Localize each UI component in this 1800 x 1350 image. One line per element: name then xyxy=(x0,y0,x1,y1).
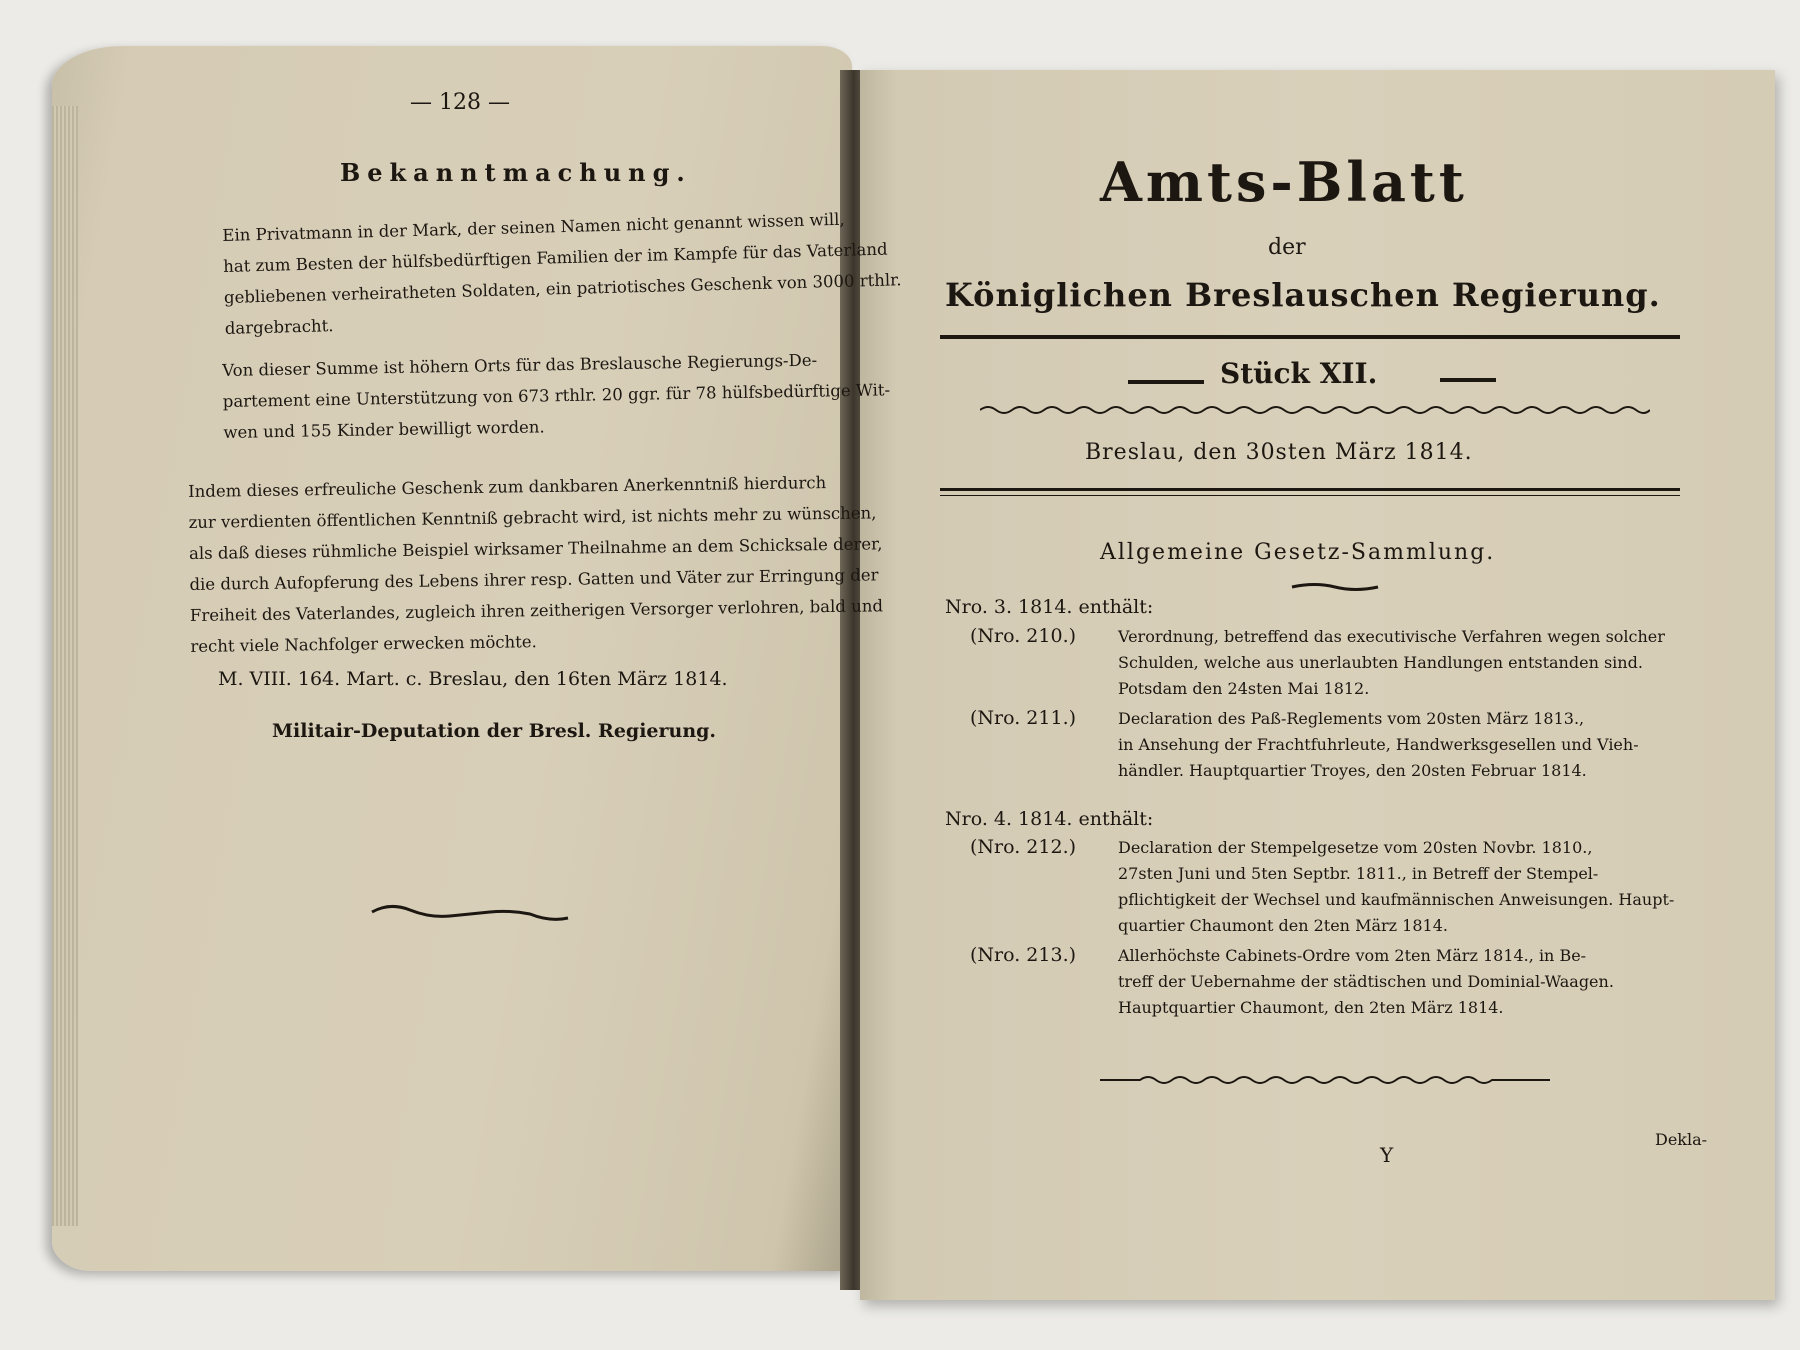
section-flourish xyxy=(1290,580,1380,594)
notice-heading: Bekanntmachung. xyxy=(340,158,692,187)
text-line: die durch Aufopferung des Lebens ihrer resp. Gatten und Väter zur Erringung der xyxy=(189,565,879,594)
text-line: 27sten Juni und 5ten Septbr. 1811., in Betreff der Stempel- xyxy=(1118,864,1599,883)
text-line: hat zum Besten der hülfsbedürftigen Familien der im Kampfe für das Vaterland xyxy=(222,239,888,276)
flourish-ornament xyxy=(370,900,570,930)
text-line: partement eine Unterstützung von 673 rthlr. 20 ggr. für 78 hülfsbedürftige Wit- xyxy=(222,380,891,411)
text-line: Hauptquartier Chaumont, den 2ten März 1814. xyxy=(1118,998,1504,1017)
page-number: — 128 — xyxy=(410,90,510,115)
text-line: Von dieser Summe ist höhern Orts für das Breslausche Regierungs-De- xyxy=(222,350,818,380)
entry-text xyxy=(1118,706,1639,784)
entry-number: (Nro. 210.) xyxy=(970,625,1077,647)
entry-number: (Nro. 213.) xyxy=(970,944,1077,966)
closing-flourish xyxy=(1100,1072,1550,1088)
page-edges xyxy=(52,106,78,1226)
section-heading: Allgemeine Gesetz-Sammlung. xyxy=(1100,540,1496,565)
masthead-title: Amts-Blatt xyxy=(1100,150,1468,214)
notice-paragraph-1 xyxy=(222,202,903,344)
text-line: Potsdam den 24sten Mai 1812. xyxy=(1118,679,1370,698)
gazette-group-header: Nro. 4. 1814. enthält: xyxy=(945,808,1154,830)
notice-paragraph-2 xyxy=(222,343,891,448)
text-line: als daß dieses rühmliche Beispiel wirksamer Theilnahme an dem Schicksale derer, xyxy=(188,534,883,563)
text-line: gebliebenen verheiratheten Soldaten, ein patriotisches Geschenk von 3000 rthlr. xyxy=(223,270,902,307)
text-line: Ein Privatmann in der Mark, der seinen Namen nicht genannt wissen will, xyxy=(222,209,845,245)
text-line: quartier Chaumont den 2ten März 1814. xyxy=(1118,916,1448,935)
issue-number: Stück XII. xyxy=(1220,357,1378,390)
text-line: zur verdienten öffentlichen Kenntniß gebracht wird, ist nichts mehr zu wünschen, xyxy=(188,503,877,532)
entry-text xyxy=(1118,943,1614,1021)
text-line: Indem dieses erfreuliche Geschenk zum dankbaren Anerkenntniß hierdurch xyxy=(188,473,827,501)
text-line: pflichtigkeit der Wechsel und kaufmännischen Anweisungen. Haupt- xyxy=(1118,890,1675,909)
text-line: Schulden, welche aus unerlaubten Handlungen entstanden sind. xyxy=(1118,653,1643,672)
text-line: wen und 155 Kinder bewilligt worden. xyxy=(223,417,545,442)
text-line: Declaration der Stempelgesetze vom 20sten Novbr. 1810., xyxy=(1118,838,1593,857)
text-line: recht viele Nachfolger erwecken möchte. xyxy=(190,632,537,656)
entry-number: (Nro. 211.) xyxy=(970,707,1077,729)
issue-dateline: Breslau, den 30sten März 1814. xyxy=(1085,440,1473,465)
text-line: händler. Hauptquartier Troyes, den 20sten Februar 1814. xyxy=(1118,761,1587,780)
text-line: Freiheit des Vaterlandes, zugleich ihren zeitherigen Versorger verlohren, bald und xyxy=(189,596,884,625)
text-line: Allerhöchste Cabinets-Ordre vom 2ten März 1814., in Be- xyxy=(1118,946,1587,965)
masthead-rule xyxy=(940,335,1680,339)
dateline-rule-thin xyxy=(940,495,1680,496)
printer-signature-mark: Y xyxy=(1380,1143,1394,1167)
issuing-department: Militair-Deputation der Bresl. Regierung. xyxy=(272,720,717,742)
masthead-subtitle: Königlichen Breslauschen Regierung. xyxy=(945,276,1661,314)
text-line: in Ansehung der Frachtfuhrleute, Handwerksgesellen und Vieh- xyxy=(1118,735,1639,754)
entry-text xyxy=(1118,835,1674,939)
masthead-der: der xyxy=(1268,235,1306,260)
gazette-group-header: Nro. 3. 1814. enthält: xyxy=(945,596,1154,618)
text-line: Declaration des Paß-Reglements vom 20sten März 1813., xyxy=(1118,709,1585,728)
issue-dash-right xyxy=(1440,378,1496,382)
catchword: Dekla- xyxy=(1655,1130,1708,1149)
wavy-rule xyxy=(980,402,1650,418)
reference-dateline: M. VIII. 164. Mart. c. Breslau, den 16ten März 1814. xyxy=(218,668,728,690)
dateline-rule-thick xyxy=(940,488,1680,491)
text-line: treff der Uebernahme der städtischen und Dominial-Waagen. xyxy=(1118,972,1614,991)
entry-text xyxy=(1118,624,1665,702)
text-line: dargebracht. xyxy=(224,316,334,338)
entry-number: (Nro. 212.) xyxy=(970,836,1077,858)
notice-paragraph-3 xyxy=(188,466,884,662)
issue-dash-left xyxy=(1128,380,1204,384)
text-line: Verordnung, betreffend das executivische Verfahren wegen solcher xyxy=(1118,627,1665,646)
